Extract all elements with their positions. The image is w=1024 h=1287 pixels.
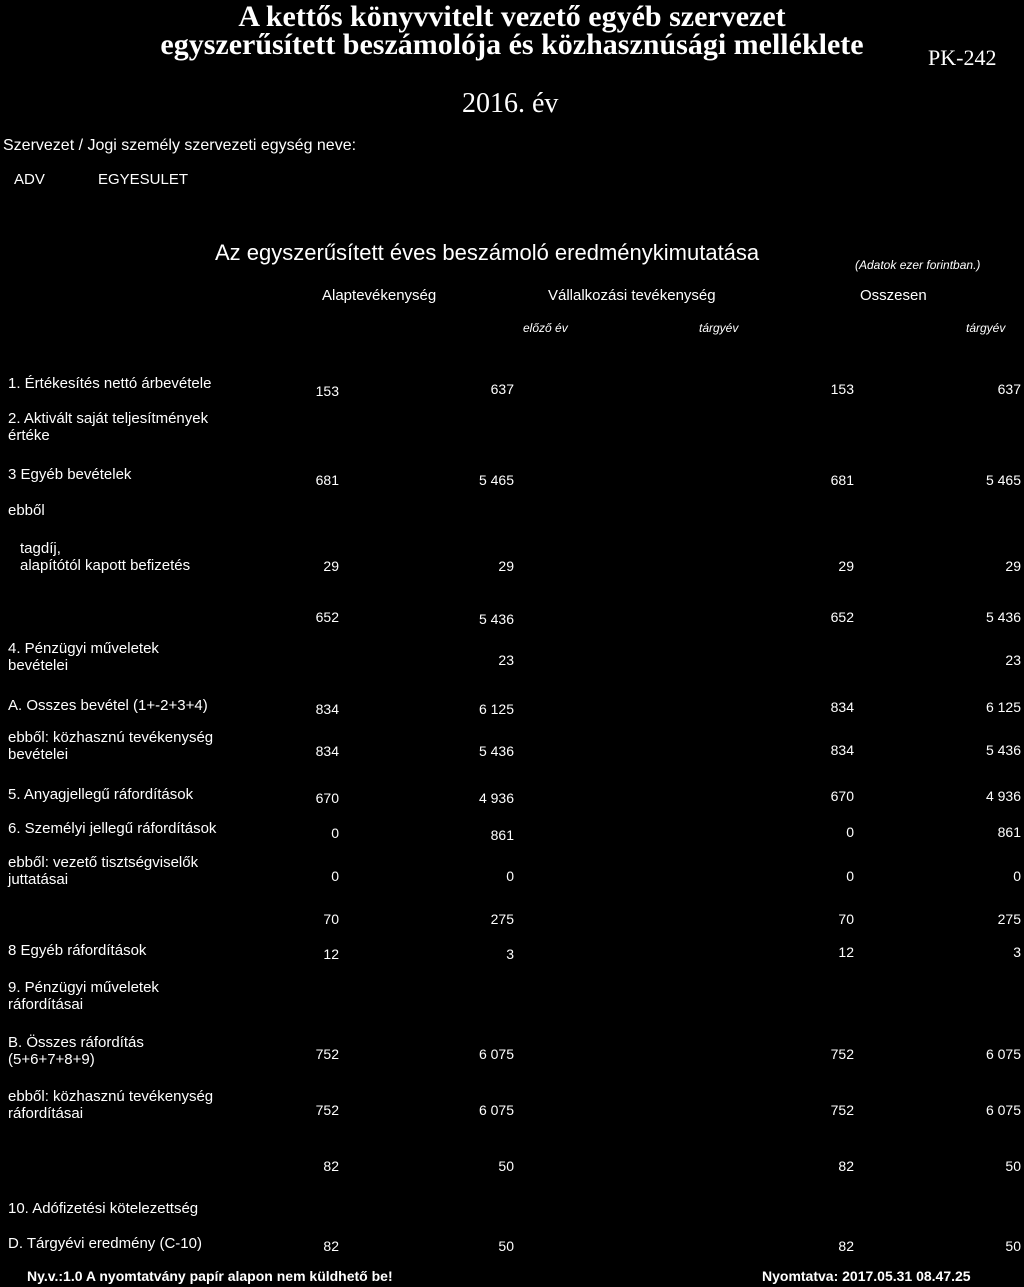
cell-value: 29 [838,558,854,574]
cell-value: 50 [1005,1158,1021,1174]
cell-value: 5 436 [478,611,514,627]
cell-value: 29 [323,558,339,574]
cell-value: 153 [315,383,339,399]
cell-value: 0 [846,868,854,884]
cell-value: 681 [830,472,854,488]
unit-note: (Adatok ezer forintban.) [855,258,981,272]
cell-value: 5 436 [985,742,1021,758]
cell-value: 3 [506,946,514,962]
cell-value: 637 [490,381,514,397]
cell-value: 50 [498,1238,514,1254]
cell-value: 5 465 [478,472,514,488]
row-label: 1. Értékesítés nettó árbevétele [8,375,212,392]
cell-value: 0 [331,825,339,841]
cell-value: 752 [315,1046,339,1062]
cell-value: 6 075 [985,1102,1021,1118]
cell-value: 50 [1005,1238,1021,1254]
cell-value: 834 [315,701,339,717]
cell-value: 0 [1013,868,1021,884]
cell-value: 50 [498,1158,514,1174]
row-label: 3 Egyéb bevételek [8,466,132,483]
cell-value: 752 [315,1102,339,1118]
cell-value: 752 [830,1102,854,1118]
row-label: A. Osszes bevétel (1+-2+3+4) [8,697,208,714]
row-label: D. Tárgyévi eredmény (C-10) [8,1235,202,1252]
cell-value: 6 125 [478,701,514,717]
row-label: B. Összes ráfordítás (5+6+7+8+9) [8,1034,144,1068]
cell-value: 4 936 [478,790,514,806]
document-title-line2: egyszerűsített beszámolója és közhasznúsági melléklete [160,28,864,61]
subheader-targyev-1: tárgyév [699,321,739,335]
cell-value: 82 [838,1238,854,1254]
column-header-osszesen: Osszesen [860,287,927,304]
cell-value: 275 [997,911,1021,927]
cell-value: 12 [838,944,854,960]
column-header-alaptevekenyseg: Alaptevékenység [322,287,437,304]
cell-value: 3 [1013,944,1021,960]
cell-value: 70 [838,911,854,927]
cell-value: 82 [323,1158,339,1174]
form-code: PK-242 [928,45,997,70]
section-title: Az egyszerűsített éves beszámoló eredménykimutatása [215,240,760,265]
row-label: 5. Anyagjellegű ráfordítások [8,786,194,803]
cell-value: 6 125 [985,699,1021,715]
row-label: 10. Adófizetési kötelezettség [8,1200,199,1217]
organization-label: Szervezet / Jogi személy szervezeti egység neve: [3,137,357,154]
cell-value: 23 [498,652,514,668]
organization-name-part2: EGYESULET [98,171,189,188]
row-label: ebből: közhasznú tevékenység bevételei [8,729,214,763]
cell-value: 752 [830,1046,854,1062]
cell-value: 6 075 [985,1046,1021,1062]
cell-value: 5 465 [985,472,1021,488]
row-label: ebből: vezető tisztségviselők juttatásai [8,854,199,888]
document-title-line1: A kettős könyvvitelt vezető egyéb szervezet [238,0,786,33]
subheader-elozo-ev: előző év [523,321,568,335]
cell-value: 4 936 [985,788,1021,804]
organization-name-part1: ADV [14,171,45,188]
footer-print-timestamp: Nyomtatva: 2017.05.31 08.47.25 [762,1268,971,1284]
cell-value: 6 075 [478,1102,514,1118]
cell-value: 0 [331,868,339,884]
footer-notice: Ny.v.:1.0 A nyomtatvány papír alapon nem küldhető be! [27,1268,393,1284]
cell-value: 834 [830,699,854,715]
cell-value: 652 [830,609,854,625]
cell-value: 0 [846,824,854,840]
column-header-vallalkozasi: Vállalkozási tevékenység [548,287,716,304]
cell-value: 670 [315,790,339,806]
row-label: 8 Egyéb ráfordítások [8,942,147,959]
cell-value: 29 [498,558,514,574]
row-label: 9. Pénzügyi műveletek ráfordításai [8,979,159,1013]
cell-value: 6 075 [478,1046,514,1062]
row-label: ebből: közhasznú tevékenység ráfordításai [8,1088,214,1122]
row-label: 4. Pénzügyi műveletek bevételei [8,640,159,674]
cell-value: 652 [315,609,339,625]
cell-value: 861 [997,824,1021,840]
cell-value: 275 [490,911,514,927]
cell-value: 637 [997,381,1021,397]
cell-value: 23 [1005,652,1021,668]
cell-value: 82 [323,1238,339,1254]
cell-value: 12 [323,946,339,962]
cell-value: 29 [1005,558,1021,574]
cell-value: 0 [506,868,514,884]
cell-value: 681 [315,472,339,488]
row-label: ebből [8,502,45,519]
subheader-targyev-2: tárgyév [966,321,1006,335]
cell-value: 70 [323,911,339,927]
cell-value: 82 [838,1158,854,1174]
row-label: tagdíj, alapítótól kapott befizetés [20,540,191,574]
cell-value: 834 [315,743,339,759]
row-label: 2. Aktivált saját teljesítmények értéke [8,410,209,444]
cell-value: 670 [830,788,854,804]
cell-value: 834 [830,742,854,758]
cell-value: 5 436 [985,609,1021,625]
cell-value: 153 [830,381,854,397]
row-label: 6. Személyi jellegű ráfordítások [8,820,217,837]
report-year: 2016. év [462,88,559,119]
cell-value: 861 [490,827,514,843]
cell-value: 5 436 [478,743,514,759]
